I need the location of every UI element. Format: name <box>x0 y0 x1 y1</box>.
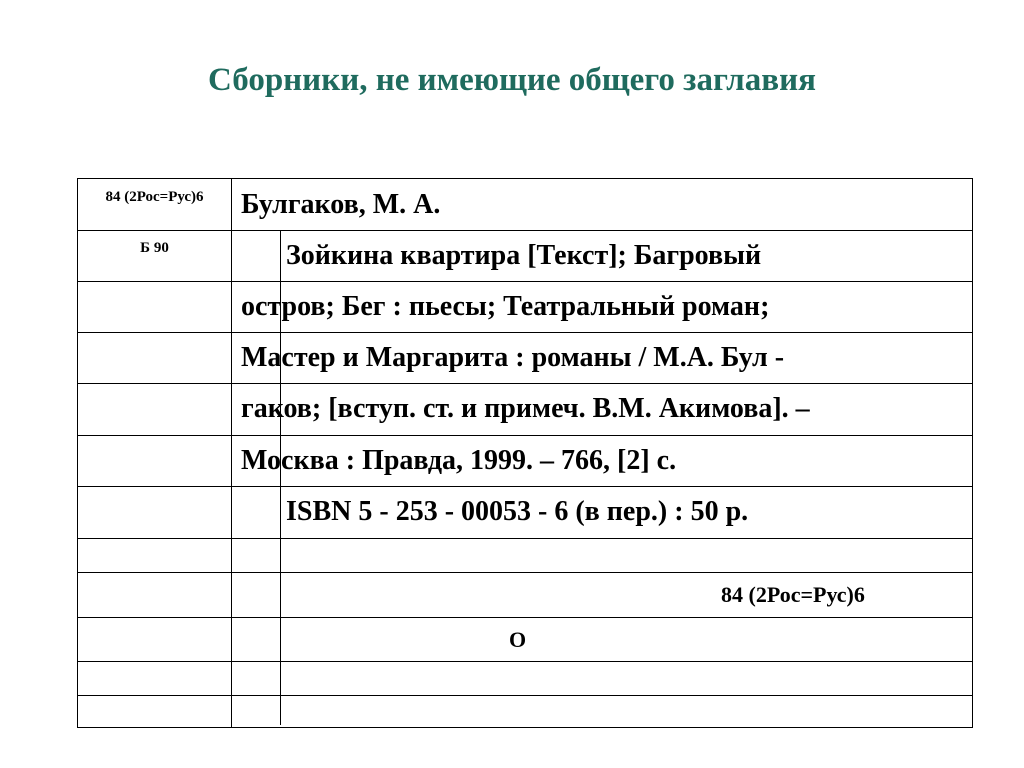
card-rule <box>78 572 972 573</box>
card-rule <box>78 617 972 618</box>
card-rule <box>78 695 972 696</box>
card-line: гаков; [вступ. ст. и примеч. В.М. Акимова]. – <box>241 393 810 424</box>
card-rule <box>78 486 972 487</box>
author-mark: Б 90 <box>140 240 169 256</box>
card-rule <box>78 435 972 436</box>
card-line: остров; Бег : пьесы; Театральный роман; <box>241 291 770 322</box>
card-line: Москва : Правда, 1999. – 766, [2] с. <box>241 445 677 476</box>
card-rule <box>78 281 972 282</box>
card-rule <box>78 383 972 384</box>
classification-code: 84 (2Рос=Рус)6 <box>105 189 204 205</box>
card-line-title: Зойкина квартира [Текст]; Багровый <box>286 240 762 271</box>
card-left-margin-line <box>231 179 232 727</box>
card-line-author: Булгаков, М. А. <box>241 189 441 220</box>
card-rule <box>78 661 972 662</box>
slide-title: Сборники, не имеющие общего заглавия <box>208 62 816 98</box>
card-line-isbn: ISBN 5 - 253 - 00053 - 6 (в пер.) : 50 р. <box>286 496 749 527</box>
card-rule <box>78 230 972 231</box>
catalog-card <box>77 178 973 728</box>
bottom-author-letter: О <box>509 627 527 652</box>
card-rule <box>78 538 972 539</box>
card-line: Мастер и Маргарита : романы / М.А. Бул - <box>241 342 785 373</box>
bottom-classification-code: 84 (2Рос=Рус)6 <box>721 582 865 607</box>
card-rule <box>78 332 972 333</box>
